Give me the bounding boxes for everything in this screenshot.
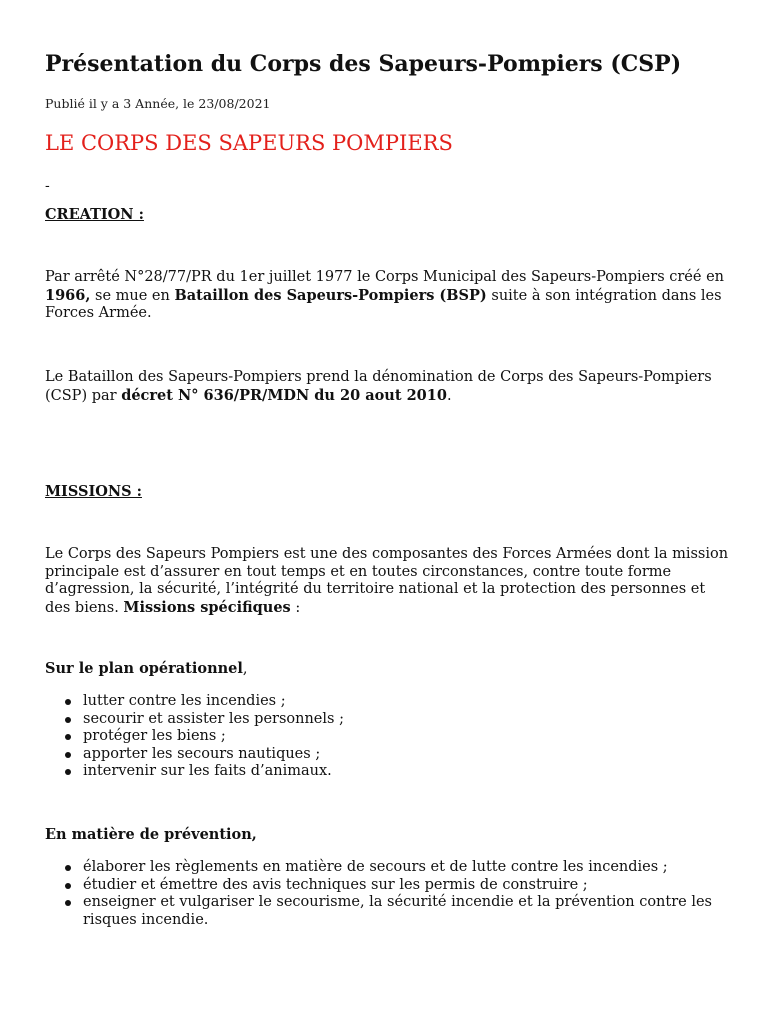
separator-dash: - <box>45 178 50 194</box>
list-item-text: secourir et assister les personnels ; <box>83 710 344 727</box>
page-title: Présentation du Corps des Sapeurs-Pompiers (CSP) <box>45 51 682 77</box>
text-span: Par arrêté N°28/77/PR du 1er juillet 1977 le Corps Municipal des Sapeurs-Pompiers créé en <box>45 269 724 285</box>
bold-year: 1966, <box>45 286 91 304</box>
creation-label: CREATION : <box>45 206 144 223</box>
text-span: Le Bataillon des Sapeurs-Pompiers prend la dénomination de Corps des Sapeurs-Pompiers (CSP) par <box>45 369 712 404</box>
text-span: Le Corps des Sapeurs Pompiers est une des composantes des Forces Armées dont la mission principale est d’assurer en tout temps et en toutes circonstances, contre toute forme d’agression, la sécurité, l’intégrité du territoire national et la protection des personnes et des biens. <box>45 546 729 616</box>
list-item <box>83 894 735 929</box>
creation-paragraph-1 <box>45 269 735 323</box>
publish-date: Publié il y a 3 Année, le 23/08/2021 <box>45 96 271 111</box>
list-item-text: lutter contre les incendies ; <box>83 693 286 709</box>
bullet-icon <box>65 900 71 906</box>
bullet-icon <box>65 883 71 889</box>
list-item <box>83 763 735 781</box>
text-span: se mue en <box>90 287 175 304</box>
list-item-text: protéger les biens ; <box>83 728 226 744</box>
bullet-icon <box>65 769 71 775</box>
list-item <box>83 728 735 746</box>
operational-list <box>45 693 735 781</box>
list-item-text: apporter les secours nautiques ; <box>83 745 321 762</box>
operational-heading <box>45 660 248 678</box>
bullet-icon <box>65 717 71 723</box>
bullet-icon <box>65 734 71 740</box>
list-item <box>83 693 735 711</box>
text-span: suite à son intégration dans les Forces Armée. <box>45 287 722 321</box>
prevention-heading <box>45 826 257 844</box>
bullet-icon <box>65 699 71 705</box>
creation-paragraph-2 <box>45 369 735 405</box>
operational-heading-bold: Sur le plan opérationnel <box>45 660 243 677</box>
bold-specific-missions: Missions spécifiques <box>123 598 291 616</box>
list-item-text: élaborer les règlements en matière de secours et de lutte contre les incendies ; <box>83 859 668 875</box>
text-span: . <box>446 387 452 404</box>
list-item <box>83 711 735 729</box>
list-item-text: intervenir sur les faits d’animaux. <box>83 763 332 779</box>
text-span: : <box>290 599 301 616</box>
list-item-text: enseigner et vulgariser le secourisme, la sécurité incendie et la prévention contre les risques incendie. <box>83 894 713 928</box>
prevention-heading-bold: En matière de prévention, <box>45 826 257 843</box>
bullet-icon <box>65 752 71 758</box>
list-item <box>83 877 735 895</box>
missions-label: MISSIONS : <box>45 483 142 500</box>
main-heading: LE CORPS DES SAPEURS POMPIERS <box>45 131 453 155</box>
bold-decree: décret N° 636/PR/MDN du 20 aout 2010 <box>121 386 447 404</box>
prevention-list <box>45 859 735 929</box>
list-item-text: étudier et émettre des avis techniques sur les permis de construire ; <box>83 876 588 893</box>
text-span: , <box>242 661 248 677</box>
bullet-icon <box>65 865 71 871</box>
list-item <box>83 746 735 764</box>
bold-bsp: Bataillon des Sapeurs-Pompiers (BSP) <box>174 286 487 304</box>
missions-intro <box>45 546 735 617</box>
list-item <box>83 859 735 877</box>
